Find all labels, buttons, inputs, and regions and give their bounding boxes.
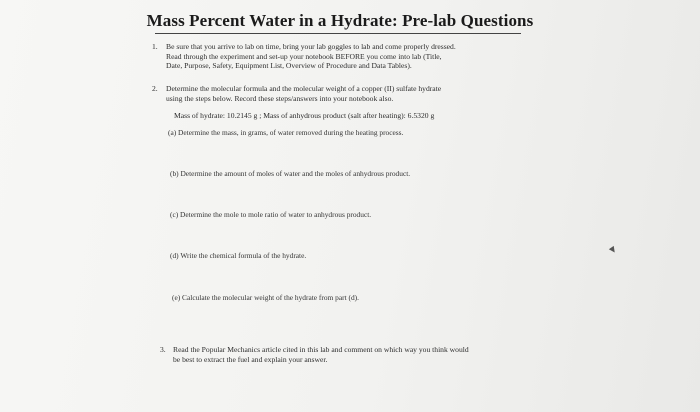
question-1-line-3: Date, Purpose, Safety, Equipment List, Overview of Procedure and Data Tables).: [166, 61, 412, 71]
question-1-number: 1.: [152, 42, 158, 51]
question-1-line-2: Read through the experiment and set-up your notebook BEFORE you come into lab (Title,: [166, 51, 442, 61]
question-1-line-1: Be sure that you arrive to lab on time, bring your lab goggles to lab and come properly dressed.: [166, 42, 456, 51]
given-masses: Mass of hydrate: 10.2145 g ; Mass of anhydrous product (salt after heating): 6.5320 g: [174, 111, 435, 120]
question-2-line-2: using the steps below. Record these steps/answers into your notebook also.: [166, 93, 394, 103]
mouse-cursor-icon: [609, 246, 617, 254]
part-c: (c) Determine the mole to mole ratio of water to anhydrous product.: [170, 210, 372, 219]
question-3-line-1: Read the Popular Mechanics article cited in this lab and comment on which way you think would: [173, 345, 469, 354]
part-e: (e) Calculate the molecular weight of the hydrate from part (d).: [172, 293, 359, 302]
part-d: (d) Write the chemical formula of the hydrate.: [170, 251, 307, 260]
question-2: [152, 84, 524, 103]
question-2-line-1: Determine the molecular formula and the molecular weight of a copper (II) sulfate hydrate: [166, 84, 442, 93]
question-3-line-2: be best to extract the fuel and explain your answer.: [173, 354, 328, 364]
part-b: (b) Determine the amount of moles of water and the moles of anhydrous product.: [170, 169, 411, 178]
question-3: [160, 345, 520, 364]
question-2-number: 2.: [152, 84, 158, 93]
part-a: (a) Determine the mass, in grams, of water removed during the heating process.: [168, 128, 404, 137]
title-underline: [155, 33, 521, 34]
page-title: Mass Percent Water in a Hydrate: Pre-lab Questions: [146, 11, 534, 30]
question-1: [152, 42, 524, 71]
question-3-number: 3.: [160, 345, 166, 354]
